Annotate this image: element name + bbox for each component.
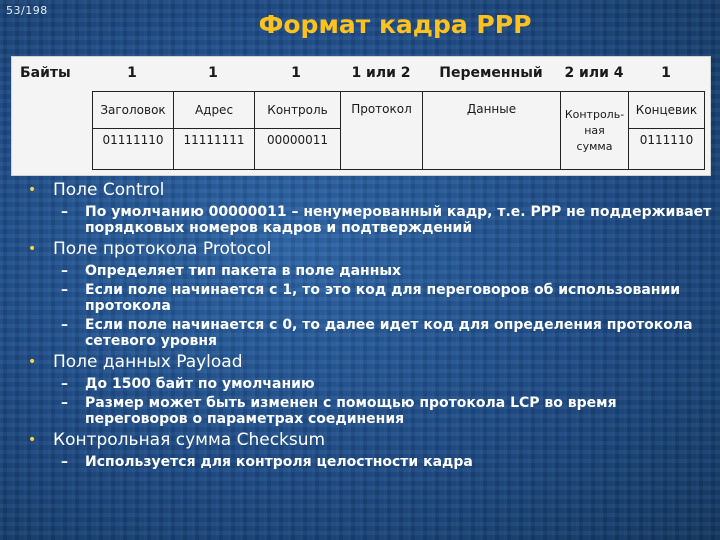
byte-count: 1 bbox=[291, 65, 301, 81]
byte-count: Переменный bbox=[439, 65, 543, 81]
value-control: 00000011 bbox=[255, 129, 341, 170]
dash-icon: – bbox=[61, 204, 68, 220]
bytes-label: Байты bbox=[20, 65, 71, 81]
sub-bullet-text: Используется для контроля целостности кадра bbox=[85, 454, 473, 470]
byte-count: 1 bbox=[208, 65, 218, 81]
byte-count: 2 или 4 bbox=[564, 65, 624, 81]
dash-icon: – bbox=[61, 282, 68, 298]
sub-bullet-item bbox=[28, 263, 713, 279]
sub-bullet-item bbox=[28, 454, 713, 470]
dash-icon: – bbox=[61, 263, 68, 279]
sub-bullet-item bbox=[28, 395, 713, 427]
byte-count: 1 bbox=[127, 65, 137, 81]
bullet-icon: • bbox=[28, 182, 37, 198]
bullet-text: Поле данных Payload bbox=[53, 352, 243, 372]
value-trailer: 0111110 bbox=[629, 129, 705, 170]
sub-bullet-text: Размер может быть изменен с помощью протокола LCP во время переговоров о параметрах соединения bbox=[85, 395, 617, 427]
sub-bullet-item bbox=[28, 317, 713, 349]
ppp-frame-diagram bbox=[11, 56, 711, 176]
sub-bullet-item bbox=[28, 204, 713, 236]
bullet-item bbox=[28, 180, 713, 201]
field-checksum: Контроль- ная сумма bbox=[561, 92, 629, 170]
sub-bullet-text: По умолчанию 00000011 – ненумерованный кадр, т.е. PPP не поддерживает порядковых номеров кадров и подтверждений bbox=[85, 204, 712, 236]
bullet-text: Поле Control bbox=[53, 180, 165, 200]
bytes-row bbox=[12, 63, 710, 85]
sub-bullet-text: Определяет тип пакета в поле данных bbox=[85, 263, 402, 279]
field-data: Данные bbox=[423, 92, 561, 170]
dash-icon: – bbox=[61, 454, 68, 470]
value-header: 01111110 bbox=[93, 129, 174, 170]
frame-fields-table bbox=[92, 91, 705, 170]
bullet-icon: • bbox=[28, 432, 37, 448]
sub-bullet-text: Если поле начинается с 0, то далее идет код для определения протокола сетевого уровня bbox=[85, 317, 693, 349]
field-trailer: Концевик bbox=[629, 92, 705, 129]
bullet-item bbox=[28, 352, 713, 373]
field-header: Заголовок bbox=[93, 92, 174, 129]
slide-number: 53/198 bbox=[6, 4, 48, 17]
sub-bullet-item bbox=[28, 376, 713, 392]
bullet-item bbox=[28, 239, 713, 260]
bullet-list bbox=[28, 180, 713, 473]
sub-bullet-text: Если поле начинается с 1, то это код для переговоров об использовании протокола bbox=[85, 282, 681, 314]
bullet-icon: • bbox=[28, 241, 37, 257]
dash-icon: – bbox=[61, 317, 68, 333]
bullet-icon: • bbox=[28, 354, 37, 370]
value-address: 11111111 bbox=[174, 129, 255, 170]
bullet-item bbox=[28, 430, 713, 451]
sub-bullet-text: До 1500 байт по умолчанию bbox=[85, 376, 315, 392]
sub-bullet-item bbox=[28, 282, 713, 314]
byte-count: 1 или 2 bbox=[351, 65, 411, 81]
bullet-text: Поле протокола Protocol bbox=[53, 239, 272, 259]
field-protocol: Протокол bbox=[341, 92, 423, 170]
field-address: Адрес bbox=[174, 92, 255, 129]
field-control: Контроль bbox=[255, 92, 341, 129]
dash-icon: – bbox=[61, 376, 68, 392]
slide-title: Формат кадра PPP bbox=[258, 10, 532, 39]
dash-icon: – bbox=[61, 395, 68, 411]
bullet-text: Контрольная сумма Checksum bbox=[53, 430, 326, 450]
byte-count: 1 bbox=[661, 65, 671, 81]
